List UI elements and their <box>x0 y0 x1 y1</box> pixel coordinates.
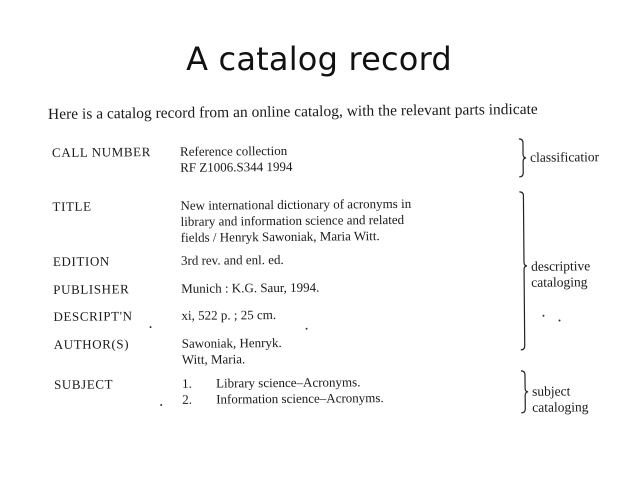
field-value-publisher: Munich : K.G. Saur, 1994. <box>181 279 320 296</box>
scan-speck <box>150 326 152 328</box>
scan-speck <box>160 404 162 406</box>
field-label-publisher: PUBLISHER <box>53 281 130 297</box>
scan-speck <box>558 320 560 322</box>
subject-brace-icon <box>521 371 528 413</box>
scan-speck <box>306 328 308 330</box>
subject-annotation <box>532 383 589 415</box>
field-label-description: DESCRIPT'N <box>53 308 133 324</box>
subject-annotation-line: subject <box>532 383 571 399</box>
intro-text: Here is a catalog record from an online catalog, with the relevant parts indicate <box>47 100 538 123</box>
title-line: New international dictionary of acronyms in <box>180 195 412 213</box>
title-line: fields / Henryk Sawoniak, Maria Witt. <box>180 228 380 245</box>
subject-item-text: Information science–Acronyms. <box>216 390 384 407</box>
author-line: Witt, Maria. <box>181 351 246 367</box>
call-number-line: RF Z1006.S344 1994 <box>180 158 293 175</box>
title-line: library and information science and related <box>180 211 405 229</box>
field-label-edition: EDITION <box>52 253 110 269</box>
classification-brace-icon <box>519 139 526 177</box>
field-value-description: xi, 522 p. ; 25 cm. <box>181 307 277 323</box>
descriptive-annotation-line: cataloging <box>531 274 588 290</box>
classification-annotation: classificatior <box>530 149 600 165</box>
scan-speck <box>542 315 544 317</box>
slide-title: A catalog record <box>186 40 452 78</box>
field-label-authors: AUTHOR(S) <box>53 336 130 352</box>
descriptive-annotation-line: descriptive <box>530 258 591 274</box>
call-number-line: Reference collection <box>179 142 288 159</box>
field-label-title: TITLE <box>52 198 92 214</box>
subject-item-number: 1. <box>181 375 192 391</box>
field-label-call-number: CALL NUMBER <box>51 144 152 160</box>
descriptive-brace-icon <box>519 192 527 350</box>
subject-annotation-line: cataloging <box>532 399 589 415</box>
subject-item-number: 2. <box>182 391 192 407</box>
author-line: Sawoniak, Henryk. <box>181 334 282 351</box>
subject-item-text: Library science–Acronyms. <box>215 374 361 391</box>
field-label-subject: SUBJECT <box>53 376 114 392</box>
descriptive-annotation <box>531 258 591 291</box>
field-value-edition: 3rd rev. and enl. ed. <box>180 251 284 268</box>
